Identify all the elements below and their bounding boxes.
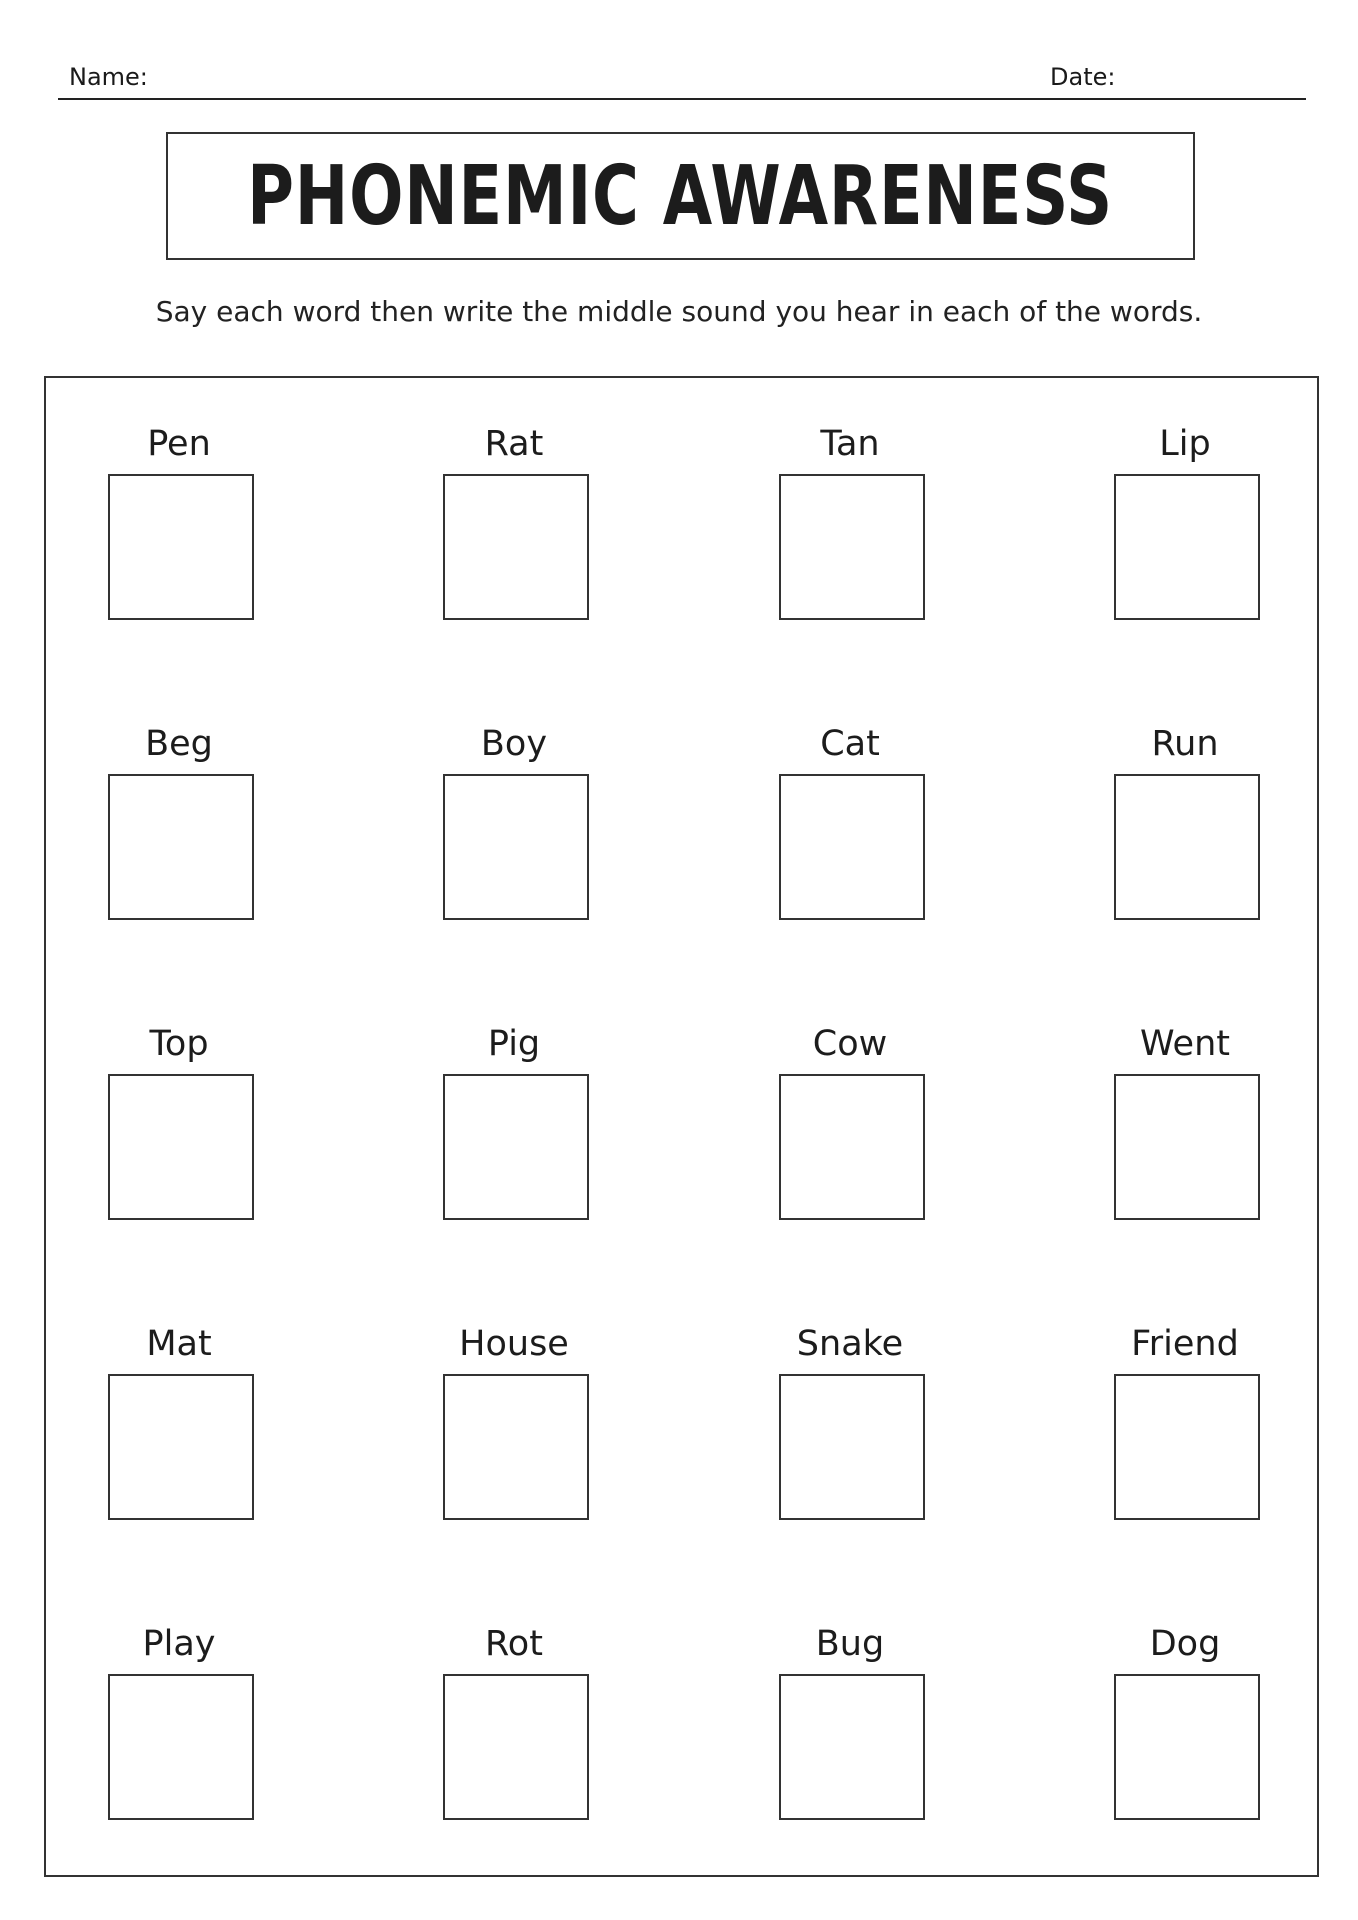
- answer-box[interactable]: [108, 1674, 254, 1820]
- word-cell: [750, 1022, 950, 1252]
- word-cell: [750, 1322, 950, 1552]
- word-label: Dog: [1149, 1624, 1221, 1664]
- name-label: Name:: [69, 63, 148, 91]
- word-label: Lip: [1159, 424, 1211, 464]
- word-label: Friend: [1131, 1324, 1239, 1364]
- word-label: Play: [142, 1624, 216, 1664]
- word-cell: [1085, 1022, 1285, 1252]
- word-label: Top: [149, 1024, 209, 1064]
- answer-box[interactable]: [1114, 1074, 1260, 1220]
- word-cell: [79, 1022, 279, 1252]
- word-cell: [414, 1022, 614, 1252]
- answer-box[interactable]: [779, 474, 925, 620]
- title-box: [166, 132, 1195, 260]
- word-cell: [414, 722, 614, 952]
- word-label: Beg: [145, 724, 213, 764]
- answer-box[interactable]: [1114, 774, 1260, 920]
- word-label: Bug: [815, 1624, 885, 1664]
- answer-box[interactable]: [108, 1074, 254, 1220]
- word-cell: [79, 422, 279, 652]
- word-label: Cow: [812, 1024, 888, 1064]
- word-cell: [750, 1622, 950, 1852]
- word-cell: [414, 1322, 614, 1552]
- instruction-text: Say each word then write the middle sound you hear in each of the words.: [155, 295, 1203, 328]
- word-label: House: [459, 1324, 569, 1364]
- word-label: Mat: [146, 1324, 212, 1364]
- word-label: Went: [1140, 1024, 1230, 1064]
- word-label: Rot: [485, 1624, 543, 1664]
- answer-box[interactable]: [108, 474, 254, 620]
- answer-box[interactable]: [1114, 1674, 1260, 1820]
- name-date-writing-line[interactable]: [58, 98, 1306, 100]
- word-cell: [79, 1622, 279, 1852]
- answer-box[interactable]: [779, 1374, 925, 1520]
- word-cell: [1085, 1622, 1285, 1852]
- answer-box[interactable]: [1114, 474, 1260, 620]
- word-cell: [750, 722, 950, 952]
- word-cell: [1085, 422, 1285, 652]
- word-label: Snake: [796, 1324, 904, 1364]
- word-label: Cat: [820, 724, 880, 764]
- word-cell: [79, 722, 279, 952]
- answer-box[interactable]: [443, 774, 589, 920]
- answer-box[interactable]: [443, 474, 589, 620]
- word-cell: [1085, 722, 1285, 952]
- word-cell: [414, 1622, 614, 1852]
- word-label: Run: [1151, 724, 1219, 764]
- word-label: Pig: [487, 1024, 541, 1064]
- word-cell: [79, 1322, 279, 1552]
- word-cell: [750, 422, 950, 652]
- word-label: Pen: [147, 424, 211, 464]
- answer-box[interactable]: [108, 1374, 254, 1520]
- word-label: Rat: [484, 424, 544, 464]
- answer-box[interactable]: [443, 1074, 589, 1220]
- word-cell: [414, 422, 614, 652]
- answer-box[interactable]: [779, 1674, 925, 1820]
- word-label: Tan: [820, 424, 880, 464]
- answer-box[interactable]: [443, 1374, 589, 1520]
- answer-box[interactable]: [1114, 1374, 1260, 1520]
- page-title: PHONEMIC AWARENESS: [247, 148, 1114, 244]
- word-cell: [1085, 1322, 1285, 1552]
- answer-box[interactable]: [779, 774, 925, 920]
- date-label: Date:: [1050, 63, 1116, 91]
- answer-box[interactable]: [108, 774, 254, 920]
- answer-box[interactable]: [779, 1074, 925, 1220]
- word-label: Boy: [480, 724, 548, 764]
- answer-box[interactable]: [443, 1674, 589, 1820]
